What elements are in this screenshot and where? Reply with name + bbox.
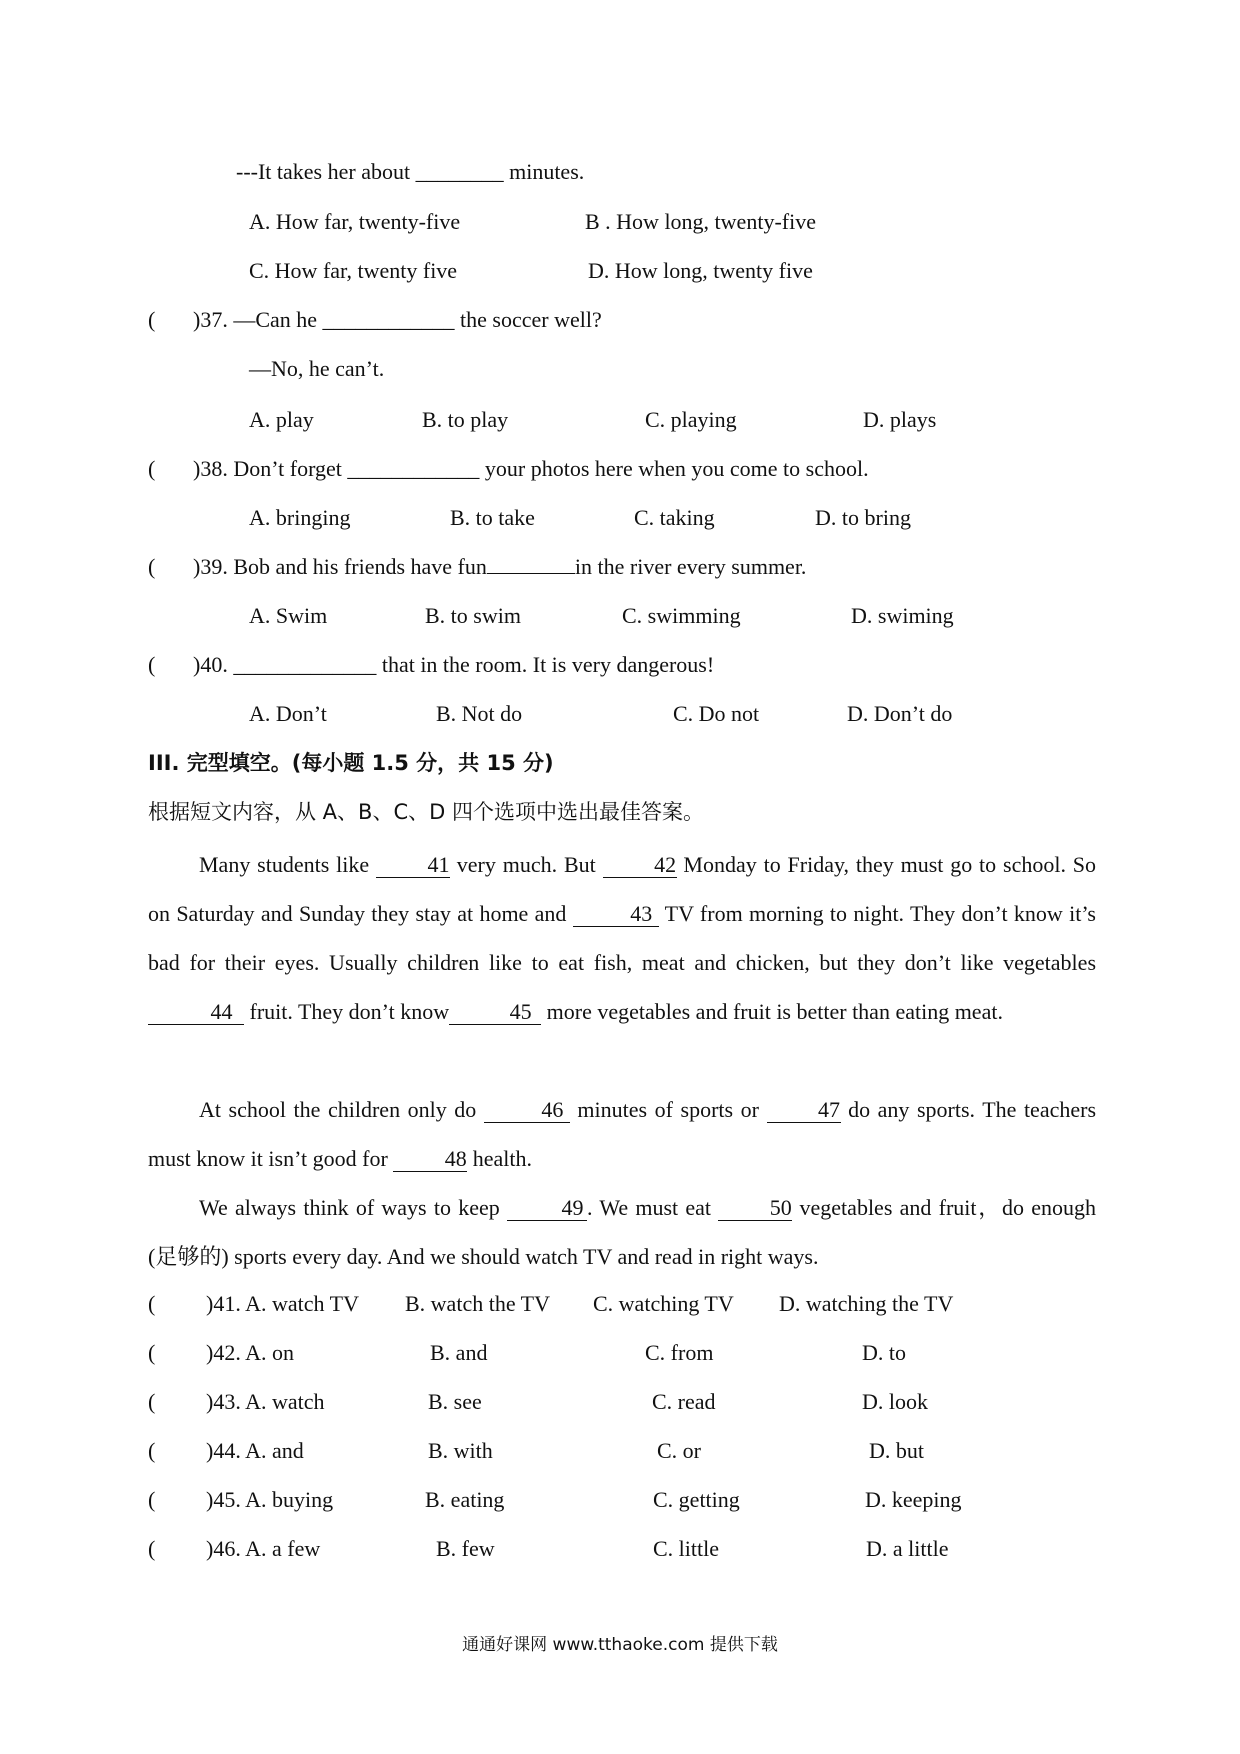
q40-option-d: D. Don’t do xyxy=(847,701,953,726)
q39-blank xyxy=(487,573,575,574)
cloze-option-b: B. eating xyxy=(425,1487,505,1512)
passage-text: do any sports. The teachers must know it isn’t good for xyxy=(148,1097,1097,1171)
cloze-paren: ( xyxy=(148,1340,156,1365)
blank-41: 41 xyxy=(376,853,450,878)
cloze-option-a: )42. A. on xyxy=(206,1340,294,1365)
q36-option-b: B . How long, twenty-five xyxy=(585,209,816,234)
cloze-option-c: C. little xyxy=(653,1536,719,1561)
passage-text: very much. But xyxy=(456,852,596,877)
blank-45: 45 xyxy=(449,1000,541,1025)
blank-49: 49 xyxy=(507,1196,587,1221)
blank-43: 43 xyxy=(573,902,659,927)
cloze-paren: ( xyxy=(148,1291,156,1316)
cloze-option-d: D. a little xyxy=(866,1536,949,1561)
q37-option-a: A. play xyxy=(249,407,314,432)
section-heading: III. 完型填空。(每小题 1.5 分，共 15 分) xyxy=(148,751,554,775)
cloze-option-a: )41. A. watch TV xyxy=(206,1291,359,1316)
passage-paragraph-1 xyxy=(148,840,1096,1036)
cloze-paren: ( xyxy=(148,1389,156,1414)
q37-answer-line: —No, he can’t. xyxy=(249,356,385,381)
cloze-option-a: )44. A. and xyxy=(206,1438,304,1463)
q39-stem-text-b: in the river every summer. xyxy=(574,554,807,579)
passage-text: Many students like xyxy=(199,852,370,877)
cloze-option-c: C. watching TV xyxy=(593,1291,734,1316)
q36-option-c: C. How far, twenty five xyxy=(249,258,458,283)
passage-text: At school the children only do xyxy=(199,1097,477,1122)
q40-stem: )40. _____________ that in the room. It is very dangerous! xyxy=(193,652,715,677)
cloze-option-c: C. from xyxy=(645,1340,714,1365)
q38-option-d: D. to bring xyxy=(815,505,911,530)
cloze-option-b: B. watch the TV xyxy=(405,1291,551,1316)
passage-text: Monday to Friday, they must go to school. So on Saturday and Sunday they stay at home and xyxy=(148,852,1097,926)
passage-paragraph-2 xyxy=(148,1085,1096,1183)
q38-option-c: C. taking xyxy=(634,505,715,530)
cloze-option-b: B. see xyxy=(428,1389,482,1414)
passage-text: . We must eat xyxy=(586,1195,712,1220)
cloze-option-c: C. read xyxy=(652,1389,716,1414)
blank-48: 48 xyxy=(393,1147,467,1172)
q36-answer-line: ---It takes her about ________ minutes. xyxy=(236,159,585,184)
cloze-option-d: D. keeping xyxy=(865,1487,962,1512)
q37-option-d: D. plays xyxy=(863,407,937,432)
q39-option-c: C. swimming xyxy=(622,603,741,628)
cloze-option-d: D. but xyxy=(869,1438,924,1463)
passage-text: fruit. They don’t know xyxy=(249,999,450,1024)
passage-text: vegetables and fruit，do enough (足够的) sports every day. And we should watch TV and read in right ways. xyxy=(148,1195,1097,1269)
q39-option-a: A. Swim xyxy=(249,603,328,628)
q37-paren: ( xyxy=(148,307,156,332)
blank-46: 46 xyxy=(484,1098,570,1123)
q38-option-a: A. bringing xyxy=(249,505,351,530)
q39-stem xyxy=(193,552,806,582)
cloze-option-d: D. watching the TV xyxy=(779,1291,954,1316)
q39-stem-text-a: )39. Bob and his friends have fun xyxy=(193,554,487,579)
q38-paren: ( xyxy=(148,456,156,481)
passage-text: more vegetables and fruit is better than eating meat. xyxy=(546,999,1003,1024)
cloze-option-d: D. to xyxy=(862,1340,906,1365)
cloze-option-c: C. getting xyxy=(653,1487,740,1512)
passage-text: health. xyxy=(472,1146,533,1171)
q40-option-c: C. Do not xyxy=(673,701,760,726)
passage-text: We always think of ways to keep xyxy=(199,1195,500,1220)
cloze-paren: ( xyxy=(148,1536,156,1561)
cloze-option-a: )45. A. buying xyxy=(206,1487,334,1512)
q39-option-d: D. swiming xyxy=(851,603,954,628)
q40-paren: ( xyxy=(148,652,156,677)
cloze-paren: ( xyxy=(148,1438,156,1463)
cloze-paren: ( xyxy=(148,1487,156,1512)
q37-option-b: B. to play xyxy=(422,407,509,432)
cloze-option-b: B. with xyxy=(428,1438,493,1463)
q37-option-c: C. playing xyxy=(645,407,737,432)
q38-option-b: B. to take xyxy=(450,505,535,530)
cloze-option-c: C. or xyxy=(657,1438,701,1463)
blank-44: 44 xyxy=(148,1000,244,1025)
q40-option-b: B. Not do xyxy=(436,701,523,726)
passage-text: TV from morning to night. They don’t know it’s bad for their eyes. Usually children like to eat fish, meat and chicken, but they don’t like vegetables xyxy=(148,901,1096,975)
page-footer: 通通好课网 www.tthaoke.com 提供下载 xyxy=(462,1635,778,1655)
cloze-option-a: )43. A. watch xyxy=(206,1389,325,1414)
q39-paren: ( xyxy=(148,554,156,579)
section-instruction: 根据短文内容，从 A、B、C、D 四个选项中选出最佳答案。 xyxy=(148,800,704,824)
q36-option-a: A. How far, twenty-five xyxy=(249,209,461,234)
q36-option-d: D. How long, twenty five xyxy=(588,258,813,283)
passage-text: minutes of sports or xyxy=(577,1097,759,1122)
q40-option-a: A. Don’t xyxy=(249,701,327,726)
q37-stem: )37. —Can he ____________ the soccer well? xyxy=(193,307,602,332)
cloze-option-d: D. look xyxy=(862,1389,928,1414)
cloze-option-a: )46. A. a few xyxy=(206,1536,321,1561)
blank-47: 47 xyxy=(767,1098,841,1123)
passage-paragraph-3 xyxy=(148,1183,1096,1281)
cloze-option-b: B. few xyxy=(436,1536,495,1561)
blank-42: 42 xyxy=(603,853,677,878)
cloze-option-b: B. and xyxy=(430,1340,488,1365)
q38-stem: )38. Don’t forget ____________ your photos here when you come to school. xyxy=(193,456,869,481)
q39-option-b: B. to swim xyxy=(425,603,521,628)
blank-50: 50 xyxy=(718,1196,792,1221)
